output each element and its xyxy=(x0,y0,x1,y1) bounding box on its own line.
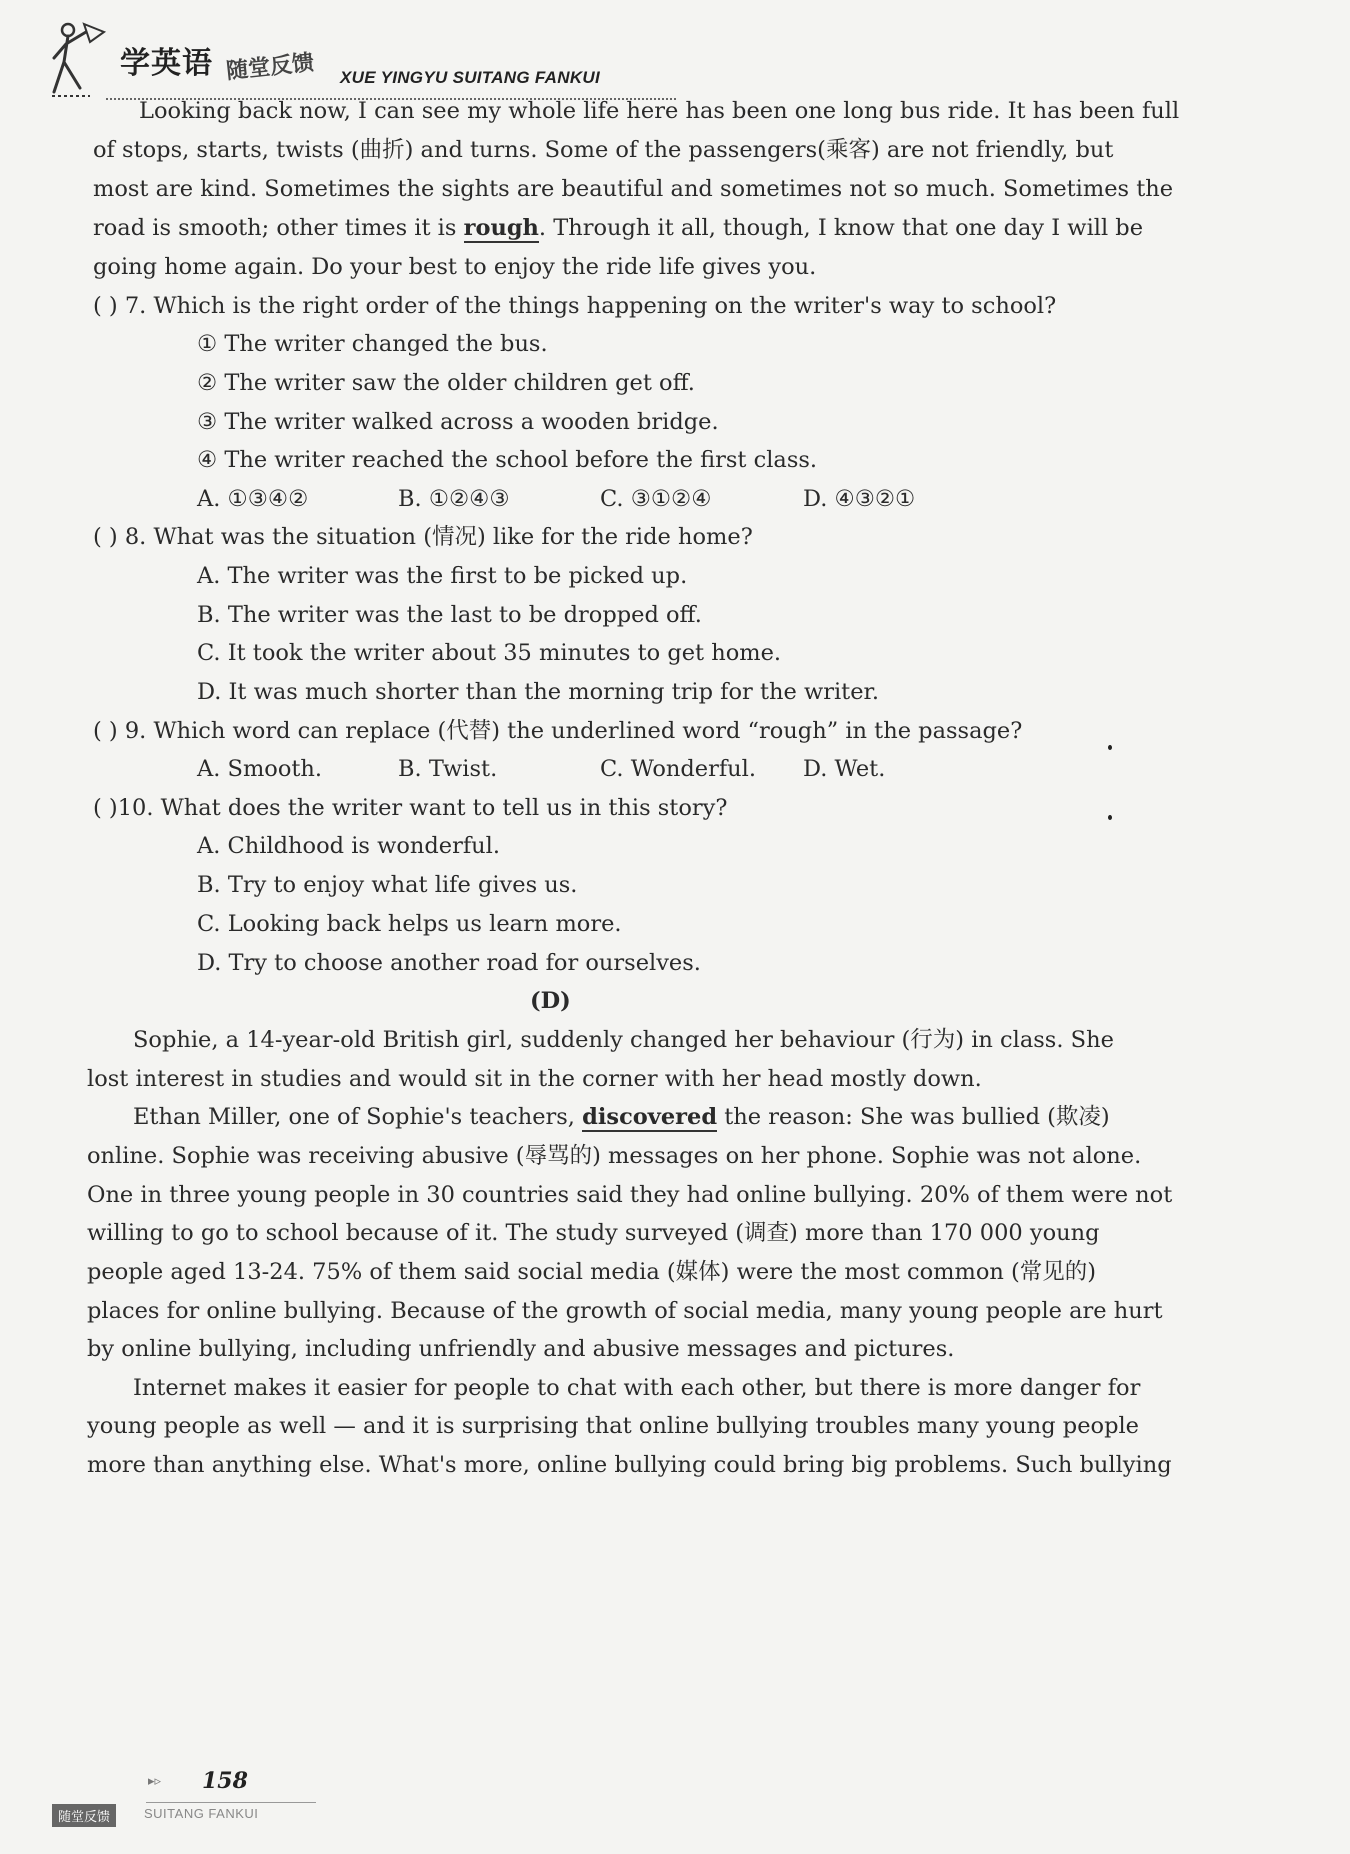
text-fragment: Ethan Miller, one of Sophie's teachers, xyxy=(133,1104,583,1130)
option-b: B. ①②④③ xyxy=(398,486,510,512)
margin-mark xyxy=(1108,815,1112,820)
passage-line: of stops, starts, twists (曲折) and turns. Some of the passengers(乘客) are not friendly, but xyxy=(93,137,1114,163)
sequence-item: ④ The writer reached the school before the first class. xyxy=(197,447,818,473)
option-d: D. Wet. xyxy=(803,756,886,782)
page-footer xyxy=(52,1768,652,1828)
question-stem-8: ( ) 8. What was the situation (情况) like for the ride home? xyxy=(93,524,753,550)
passage-line: One in three young people in 30 countries said they had online bullying. 20% of them were not xyxy=(87,1182,1173,1208)
footer-divider xyxy=(146,1802,316,1803)
option-d: D. ④③②① xyxy=(803,486,916,512)
option-b: B. Twist. xyxy=(398,756,498,782)
header-latin: XUE YINGYU SUITANG FANKUI xyxy=(340,68,601,87)
option-b: B. Try to enjoy what life gives us. xyxy=(197,872,578,898)
passage-line: young people as well — and it is surprising that online bullying troubles many young people xyxy=(87,1413,1139,1439)
option-c: C. Looking back helps us learn more. xyxy=(197,911,622,937)
text-fragment: . Through it all, though, I know that one day I will be xyxy=(538,215,1144,241)
option-c: C. Wonderful. xyxy=(600,756,756,782)
option-c: C. ③①②④ xyxy=(600,486,712,512)
passage-line: people aged 13-24. 75% of them said social media (媒体) were the most common (常见的) xyxy=(87,1259,1097,1285)
passage-line: going home again. Do your best to enjoy the ride life gives you. xyxy=(93,254,817,280)
option-a: A. ①③④② xyxy=(197,486,309,512)
passage-line: willing to go to school because of it. The study surveyed (调查) more than 170 000 young xyxy=(87,1220,1100,1246)
page-header xyxy=(50,10,630,105)
passage-line xyxy=(133,1102,1110,1132)
passage-line: most are kind. Sometimes the sights are beautiful and sometimes not so much. Sometimes the xyxy=(93,176,1174,202)
option-d: D. It was much shorter than the morning trip for the writer. xyxy=(197,679,879,705)
passage-line: by online bullying, including unfriendly and abusive messages and pictures. xyxy=(87,1336,955,1362)
text-fragment: the reason: She was bullied (欺凌) xyxy=(717,1104,1110,1130)
sequence-item: ② The writer saw the older children get off. xyxy=(197,370,695,396)
page-arrow-icon: ▸▹ xyxy=(148,1774,162,1789)
text-fragment: road is smooth; other times it is xyxy=(93,215,464,241)
passage-line xyxy=(93,213,1143,243)
passage-line: more than anything else. What's more, online bullying could bring big problems. Such bullying xyxy=(87,1452,1172,1478)
option-a: A. Childhood is wonderful. xyxy=(197,833,501,859)
passage-line: places for online bullying. Because of the growth of social media, many young people are hurt xyxy=(87,1298,1163,1324)
footer-latin: SUITANG FANKUI xyxy=(144,1806,259,1821)
option-b: B. The writer was the last to be dropped off. xyxy=(197,602,702,628)
question-stem-7: ( ) 7. Which is the right order of the things happening on the writer's way to school? xyxy=(93,293,1057,319)
sequence-item: ① The writer changed the bus. xyxy=(197,331,548,357)
runner-logo-icon xyxy=(50,18,112,100)
passage-line: Internet makes it easier for people to chat with each other, but there is more danger for xyxy=(133,1375,1141,1401)
passage-line: Sophie, a 14-year-old British girl, suddenly changed her behaviour (行为) in class. She xyxy=(133,1027,1114,1053)
question-stem-9: ( ) 9. Which word can replace (代替) the underlined word “rough” in the passage? xyxy=(93,718,1023,744)
passage-line: lost interest in studies and would sit in the corner with her head mostly down. xyxy=(87,1066,982,1092)
footer-tag: 随堂反馈 xyxy=(52,1804,116,1827)
option-a: A. The writer was the first to be picked up. xyxy=(197,563,688,589)
margin-mark xyxy=(1108,745,1112,750)
question-stem-10: ( )10. What does the writer want to tell us in this story? xyxy=(93,795,728,821)
sequence-item: ③ The writer walked across a wooden bridge. xyxy=(197,409,719,435)
page-number: 158 xyxy=(202,1768,248,1794)
option-d: D. Try to choose another road for ourselves. xyxy=(197,950,701,976)
underlined-word-rough: rough xyxy=(463,215,539,241)
option-a: A. Smooth. xyxy=(197,756,323,782)
header-title: 学英语 xyxy=(120,46,213,81)
underlined-word-discovered: discovered xyxy=(582,1104,718,1130)
option-c: C. It took the writer about 35 minutes to get home. xyxy=(197,640,782,666)
section-title: (D) xyxy=(530,988,571,1014)
passage-line: online. Sophie was receiving abusive (辱骂的) messages on her phone. Sophie was not alone. xyxy=(87,1143,1142,1169)
header-subtitle: 随堂反馈 xyxy=(225,50,316,85)
passage-line: Looking back now, I can see my whole life here has been one long bus ride. It has been full xyxy=(139,98,1180,124)
